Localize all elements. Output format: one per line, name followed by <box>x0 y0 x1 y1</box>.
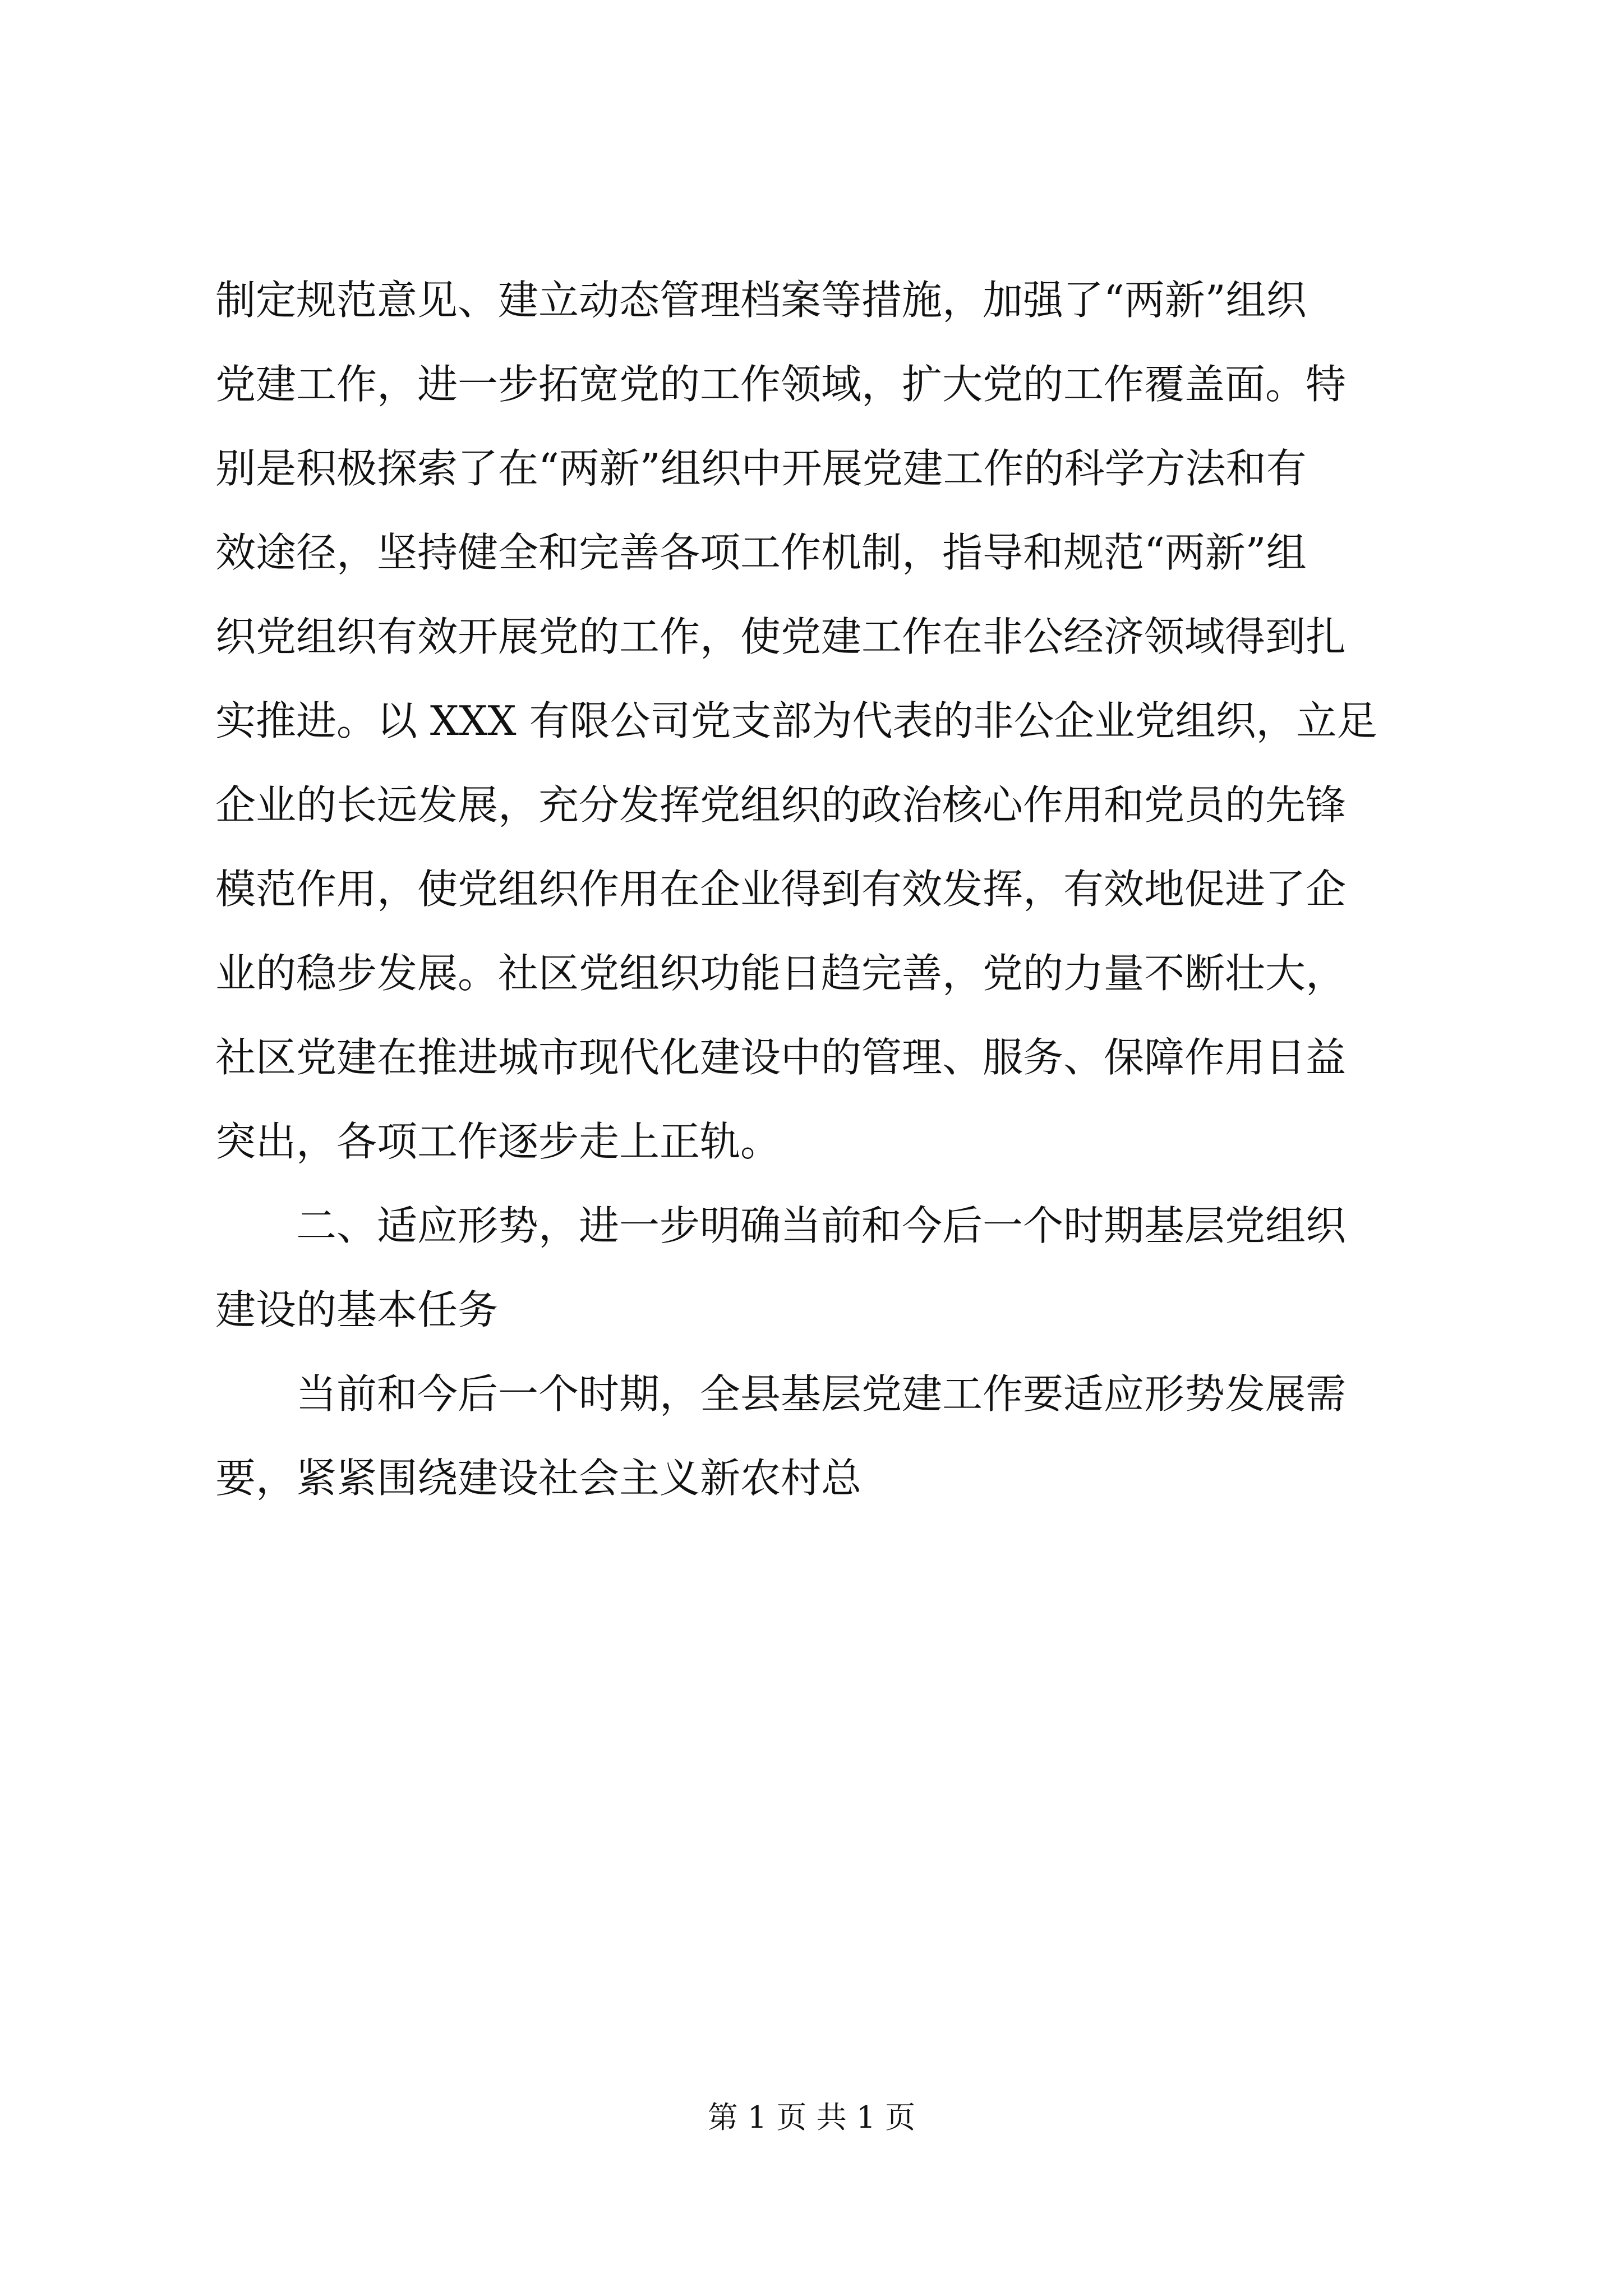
body-line: 效途径，坚持健全和完善各项工作机制，指导和规范“两新”组 <box>215 529 1307 576</box>
body-line: 模范作用，使党组织作用在企业得到有效发挥，有效地促进了企 <box>215 866 1347 913</box>
page-footer: 第 1 页 共 1 页 <box>707 2100 916 2135</box>
body-line: 业的稳步发展。社区党组织功能日趋完善，党的力量不断壮大， <box>215 950 1347 997</box>
body-line: 突出，各项工作逐步走上正轨。 <box>215 1118 781 1165</box>
body-line: 织党组织有效开展党的工作，使党建工作在非公经济领域得到扎 <box>215 613 1347 660</box>
body-line: 实推进。以 XXX 有限公司党支部为代表的非公企业党组织，立足 <box>215 697 1377 744</box>
body-line: 企业的长远发展，充分发挥党组织的政治核心作用和党员的先锋 <box>215 781 1347 829</box>
document-body <box>215 258 1415 1520</box>
body-line: 党建工作，进一步拓宽党的工作领域，扩大党的工作覆盖面。特 <box>215 361 1347 408</box>
section-heading-line: 二、适应形势，进一步明确当前和今后一个时期基层党组织 <box>296 1202 1347 1249</box>
body-line: 别是积极探索了在“两新”组织中开展党建工作的科学方法和有 <box>215 445 1307 492</box>
body-line: 要，紧紧围绕建设社会主义新农村总 <box>215 1455 862 1502</box>
section-heading-line: 建设的基本任务 <box>215 1286 499 1333</box>
body-line: 当前和今后一个时期，全县基层党建工作要适应形势发展需 <box>296 1370 1347 1418</box>
body-line: 社区党建在推进城市现代化建设中的管理、服务、保障作用日益 <box>215 1034 1347 1081</box>
body-line: 制定规范意见、建立动态管理档案等措施，加强了“两新”组织 <box>215 277 1307 324</box>
